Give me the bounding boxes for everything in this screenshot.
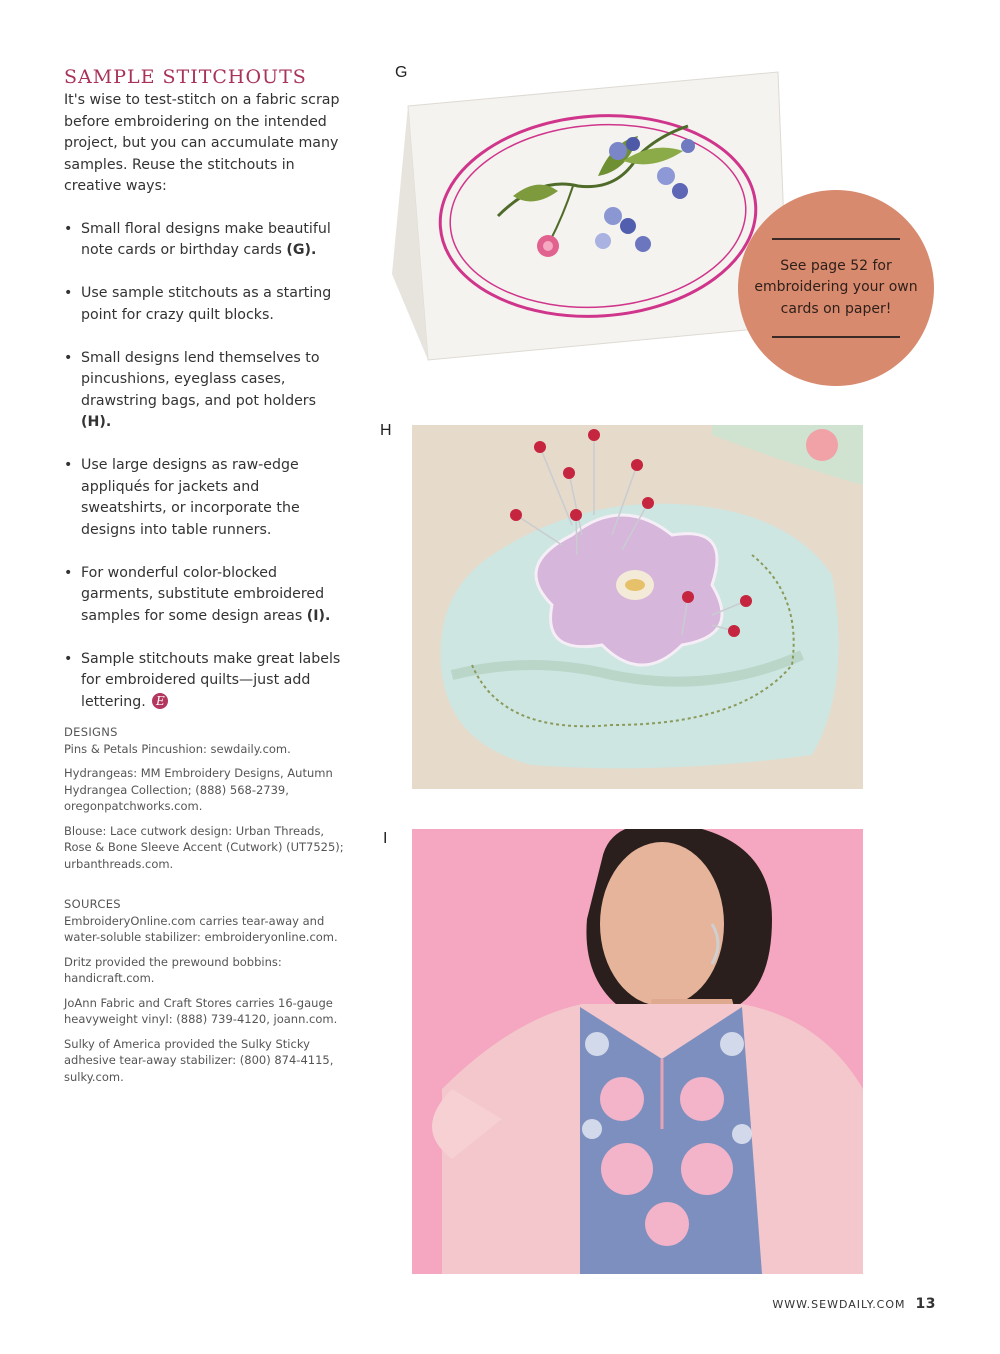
tips-list [64, 219, 349, 714]
divider [772, 336, 900, 338]
list-item: • Use large designs as raw-edge appliqués for jackets and sweatshirts, or incorporate the designs into table runners. [64, 455, 349, 541]
credit-entry: EmbroideryOnline.com carries tear-away and water-soluble stabilizer: embroideryonline.com. [64, 913, 338, 944]
sidebar-column [64, 64, 349, 735]
callout-text: See page 52 for embroidering your own cards on paper! [754, 257, 918, 317]
figure-reference: (I). [306, 607, 331, 624]
figure-reference: (G). [286, 242, 317, 258]
list-item: • For wonderful color-blocked garments, substitute embroidered samples for some design areas (I). [64, 563, 349, 628]
credit-entry: Dritz provided the prewound bobbins: handicraft.com. [64, 954, 282, 985]
divider [772, 238, 900, 240]
page-footer [772, 1296, 936, 1312]
callout-circle [738, 190, 934, 386]
credit-entry: Pins & Petals Pincushion: sewdaily.com. [64, 741, 291, 756]
figure-label-i: I [383, 830, 388, 847]
figure-reference: (H). [81, 414, 112, 430]
credit-entry: JoAnn Fabric and Craft Stores carries 16-gauge heavyweight vinyl: (888) 739-4120, joann.com. [64, 995, 338, 1026]
embroidered-blouse-photo [412, 829, 863, 1274]
designs-label: DESIGNS [64, 725, 118, 739]
embroidered-card-photo [388, 66, 788, 366]
sources-credits [64, 896, 349, 1093]
credit-entry: Hydrangeas: MM Embroidery Designs, Autumn Hydrangea Collection; (888) 568-2739, oregonpatchworks.com. [64, 766, 333, 813]
list-item: • Sample stitchouts make great labels for embroidered quilts—just add lettering. E [64, 649, 349, 714]
figure-label-g: G [395, 64, 408, 81]
site-url: WWW.SEWDAILY.COM [772, 1298, 906, 1311]
page-number: 13 [915, 1296, 936, 1312]
sources-label: SOURCES [64, 897, 121, 911]
list-item: • Use sample stitchouts as a starting point for crazy quilt blocks. [64, 283, 349, 326]
figure-label-h: H [380, 422, 392, 439]
credit-entry: Sulky of America provided the Sulky Sticky adhesive tear-away stabilizer: (800) 874-4115, sulky.com. [64, 1036, 334, 1084]
pincushion-photo [412, 425, 863, 789]
list-item: • Small designs lend themselves to pincushions, eyeglass cases, drawstring bags, and pot holders (H). [64, 348, 349, 434]
end-of-article-icon: E [152, 693, 168, 709]
credit-entry: Blouse: Lace cutwork design: Urban Threads, Rose & Bone Sleeve Accent (Cutwork) (UT7525); urbanthreads.com. [64, 823, 344, 871]
list-item: • Small floral designs make beautiful note cards or birthday cards (G). [64, 219, 349, 262]
designs-credits [64, 724, 349, 880]
intro-paragraph: It's wise to test-stitch on a fabric scrap before embroidering on the intended project, but you can accumulate many samples. Reuse the stitchouts in creative ways: [64, 92, 340, 194]
section-heading: SAMPLE STITCHOUTS [64, 66, 307, 88]
